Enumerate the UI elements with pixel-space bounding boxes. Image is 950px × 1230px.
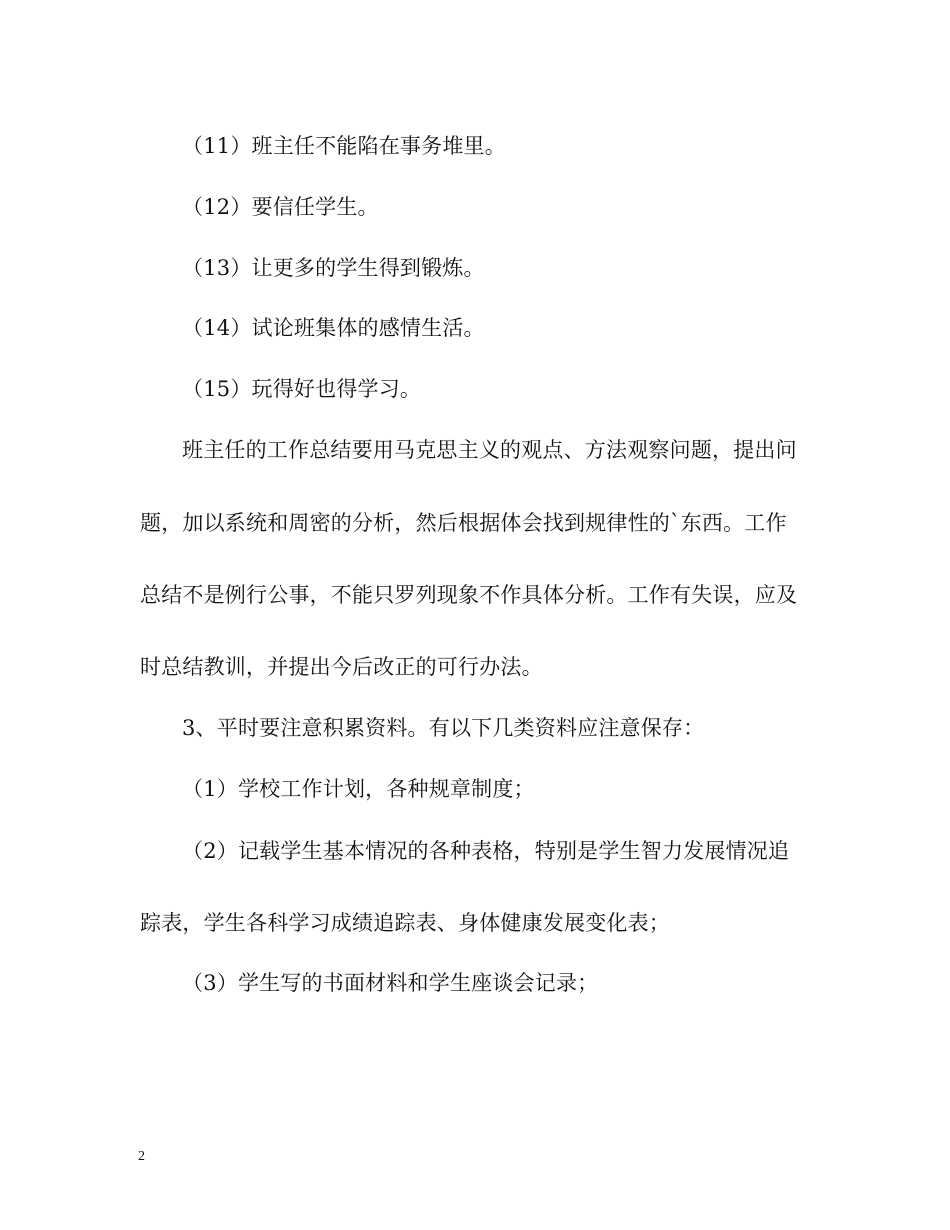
paragraph-line: 时总结教训，并提出今后改正的可行办法。 xyxy=(140,655,543,679)
paragraph-line: 班主任的工作总结要用马克思主义的观点、方法观察问题，提出问 xyxy=(182,438,797,462)
list-item: （14）试论班集体的感情生活。 xyxy=(182,316,485,340)
page-number: 2 xyxy=(138,1149,145,1164)
list-item: （11）班主任不能陷在事务堆里。 xyxy=(182,134,506,158)
list-item: （12）要信任学生。 xyxy=(182,195,379,219)
list-item: （13）让更多的学生得到锻炼。 xyxy=(182,256,485,280)
list-item: （3）学生写的书面材料和学生座谈会记录； xyxy=(182,971,599,995)
list-item: （15）玩得好也得学习。 xyxy=(182,377,422,401)
section-heading: 3、平时要注意积累资料。有以下几类资料应注意保存： xyxy=(182,716,705,740)
list-item: （2）记载学生基本情况的各种表格，特别是学生智力发展情况追 xyxy=(182,839,790,863)
paragraph-line: 总结不是例行公事，不能只罗列现象不作具体分析。工作有失误，应及 xyxy=(140,583,798,607)
list-item: （1）学校工作计划，各种规章制度； xyxy=(182,777,535,801)
paragraph-line: 题，加以系统和周密的分析，然后根据体会找到规律性的`东西。工作 xyxy=(140,511,787,535)
list-item-continuation: 踪表，学生各科学习成绩追踪表、身体健康发展变化表； xyxy=(140,911,670,935)
